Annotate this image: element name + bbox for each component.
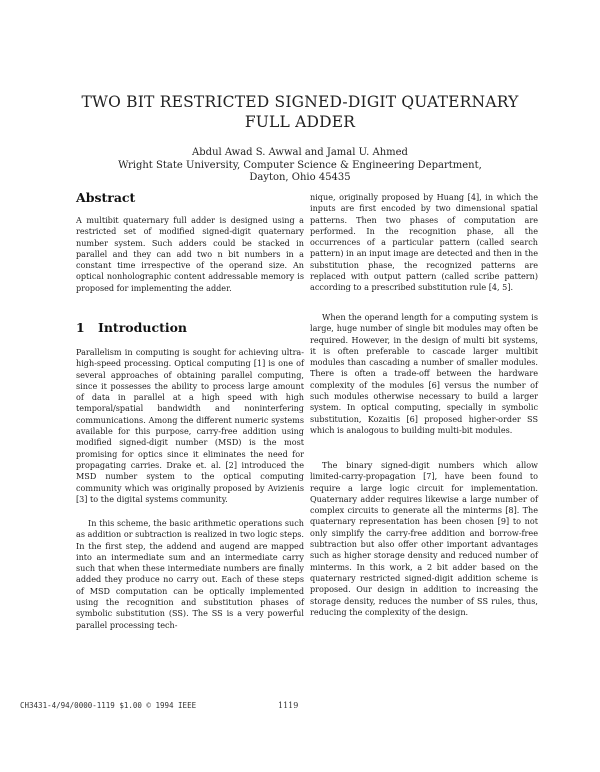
right-column-paragraph-1: nique, originally proposed by Huang [4], in which the inputs are first encoded by two dimensional spatial patterns. Then two phases of computation are performed. In the recognition phase, all the occurrences of a particular pattern (called search pattern) in an input image are detected and then in the substitution phase, the recognized patterns are replaced with output pattern (called scribe pattern) according to a prescribed substitution rule [4, 5]. xyxy=(310,192,538,293)
copyright-footer: CH3431-4/94/0000-1119 $1.00 © 1994 IEEE xyxy=(20,701,197,710)
author-names: Abdul Awad S. Awwal and Jamal U. Ahmed xyxy=(192,147,408,158)
right-column-paragraph-3: The binary signed-digit numbers which allow limited-carry-propagation [7], have been found to require a large logic circuit for implementation. Quaternary adder requires likewise a large number of complex circuits to generate all the minterms [8]. The quaternary representation has been chosen [9] to not only simplify the carry-free addition and borrow-free subtraction but also offer other important advantages such as higher storage density and reduced number of minterms. In this work, a 2 bit adder based on the quaternary restricted signed-digit addition scheme is proposed. Our design in addition to increasing the storage density, reduces the number of SS rules, thus, reducing the complexity of the design. xyxy=(310,460,538,617)
section-number: 1 xyxy=(76,320,85,335)
introduction-paragraph-1: Parallelism in computing is sought for achieving ultra-high-speed processing. Optical computing [1] is one of several approaches of obtaining parallel computing, since it possesses the ability to process large amount of data in parallel at a high speed with high temporal/spatial bandwidth and noninterfering communications. Among the different numeric systems available for this purpose, carry-free addition using modified signed-digit number (MSD) is the most promising for optics since it eliminates the need for propagating carries. Drake et. al. [2] introduced the MSD number system to the optical computing community which was originally proposed by Avizienis [3] to the digital systems community. xyxy=(76,347,304,504)
introduction-paragraph-2: In this scheme, the basic arithmetic operations such as addition or subtraction is realized in two logic steps. In the first step, the addend and augend are mapped into an intermediate sum and an intermediate carry such that when these intermediate numbers are finally added they produce no carry out. Each of these steps of MSD computation can be optically implemented using the recognition and substitution phases of symbolic substitution (SS). The SS is a very powerful parallel processing tech- xyxy=(76,518,304,630)
page-number: 1119 xyxy=(278,701,299,710)
paper-title: TWO BIT RESTRICTED SIGNED-DIGIT QUATERNARY FULL ADDER xyxy=(81,93,519,131)
abstract-heading: Abstract xyxy=(76,190,136,205)
author-location: Dayton, Ohio 45435 xyxy=(249,172,351,183)
section-title: Introduction xyxy=(98,320,188,335)
right-column-paragraph-2: When the operand length for a computing system is large, huge number of single bit modules may often be required. However, in the design of multi bit systems, it is often preferable to cascade larger multibit modules than cascading a number of smaller modules. There is often a trade-off between the hardware complexity of the modules [6] versus the number of such modules otherwise necessary to build a larger system. In optical computing, specially in symbolic substitution, Kozaitis [6] proposed higher-order SS which is analogous to building multi-bit modules. xyxy=(310,312,538,435)
introduction-heading xyxy=(76,320,187,335)
abstract-text: A multibit quaternary full adder is designed using a restricted set of modified signed-digit quaternary number system. Such adders could be stacked in parallel and they can add two n bit numbers in a constant time irrespective of the operand size. An optical nonholographic content addressable memory is proposed for implementing the adder. xyxy=(76,215,304,293)
author-affiliation: Wright State University, Computer Science & Engineering Department, xyxy=(118,159,482,171)
author-block xyxy=(100,147,500,185)
